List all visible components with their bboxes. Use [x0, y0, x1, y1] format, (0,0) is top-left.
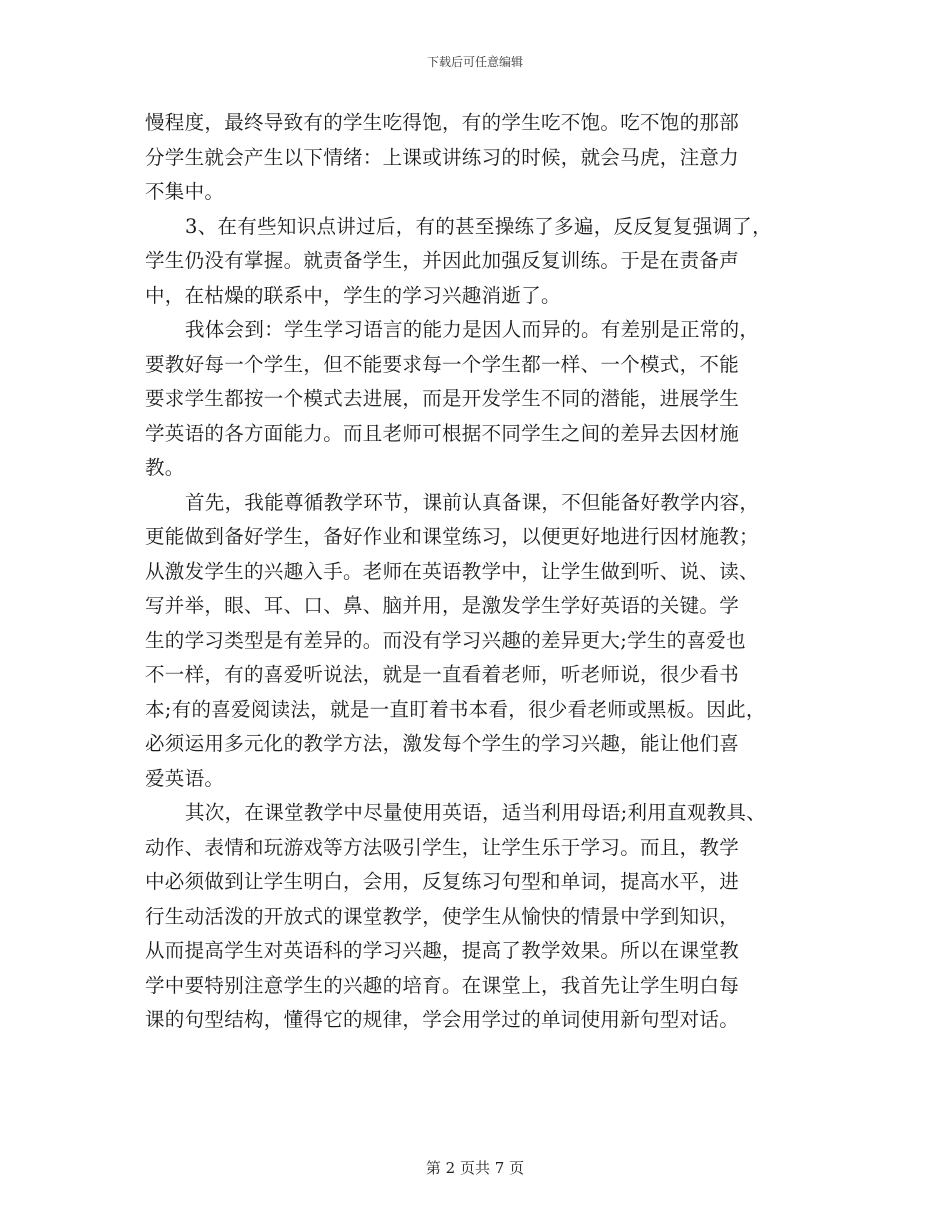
text-line: 学生仍没有掌握。就责备学生，并因此加强反复训练。于是在责备声: [145, 249, 740, 272]
text-line: 从激发学生的兴趣入手。老师在英语教学中，让学生做到听、说、读、: [145, 559, 759, 583]
text-line: 学英语的各方面能力。而且老师可根据不同学生之间的差异去因材施: [145, 421, 740, 445]
text-line: 中，在枯燥的联系中，学生的学习兴趣消逝了。: [145, 283, 561, 307]
text-line: 不一样，有的喜爱听说法，就是一直看着老师，听老师说，很少看书: [145, 663, 740, 686]
text-line: 从而提高学生对英语科的学习兴趣，提高了教学效果。所以在课堂教: [145, 939, 740, 962]
page-footer: 第 2 页共 7 页: [425, 1159, 525, 1177]
text-line: 本;有的喜爱阅读法，就是一直盯着书本看，很少看老师或黑板。因此，: [145, 697, 766, 721]
text-line: 生的学习类型是有差异的。而没有学习兴趣的差异更大;学生的喜爱也: [145, 628, 746, 652]
text-line: 课的句型结构，懂得它的规律，学会用学过的单词使用新句型对话。: [145, 1008, 740, 1031]
text-line: 分学生就会产生以下情绪：上课或讲练习的时候，就会马虎，注意力: [145, 145, 740, 169]
text-line: 要求学生都按一个模式去进展，而是开发学生不同的潜能，进展学生: [145, 387, 740, 410]
text-line: 教。: [145, 456, 185, 479]
text-line: 3、在有些知识点讲过后，有的甚至操练了多遍，反反复复强调了，: [185, 214, 772, 238]
text-line: 要教好每一个学生，但不能要求每一个学生都一样、一个模式，不能: [145, 352, 740, 376]
text-line: 慢程度，最终导致有的学生吃得饱，有的学生吃不饱。吃不饱的那部: [145, 111, 740, 134]
text-line: 必须运用多元化的教学方法，激发每个学生的学习兴趣，能让他们喜: [145, 732, 740, 755]
text-line: 我体会到：学生学习语言的能力是因人而异的。有差别是正常的，: [185, 318, 760, 341]
body-text: [145, 106, 825, 1038]
text-line: 行生动活泼的开放式的课堂教学，使学生从愉快的情景中学到知识，: [145, 904, 740, 928]
text-line: 不集中。: [145, 180, 225, 203]
text-line: 更能做到备好学生，备好作业和课堂练习，以便更好地进行因材施教；: [145, 525, 759, 548]
text-line: 首先，我能尊循教学环节，课前认真备课，不但能备好教学内容，: [185, 490, 760, 514]
text-line: 学中要特别注意学生的兴趣的培育。在课堂上，我首先让学生明白每: [145, 973, 740, 997]
text-line: 中必须做到让学生明白，会用，反复练习句型和单词，提高水平，进: [145, 870, 740, 893]
text-line: 动作、表情和玩游戏等方法吸引学生，让学生乐于学习。而且，教学: [145, 835, 740, 859]
text-line: 写并举，眼、耳、口、鼻、脑并用，是激发学生学好英语的关键。学: [145, 594, 740, 617]
text-line: 其次，在课堂教学中尽量使用英语，适当利用母语;利用直观教具、: [185, 801, 767, 824]
text-line: 爱英语。: [145, 766, 225, 790]
page-header: 下载后可任意编辑: [426, 55, 523, 69]
